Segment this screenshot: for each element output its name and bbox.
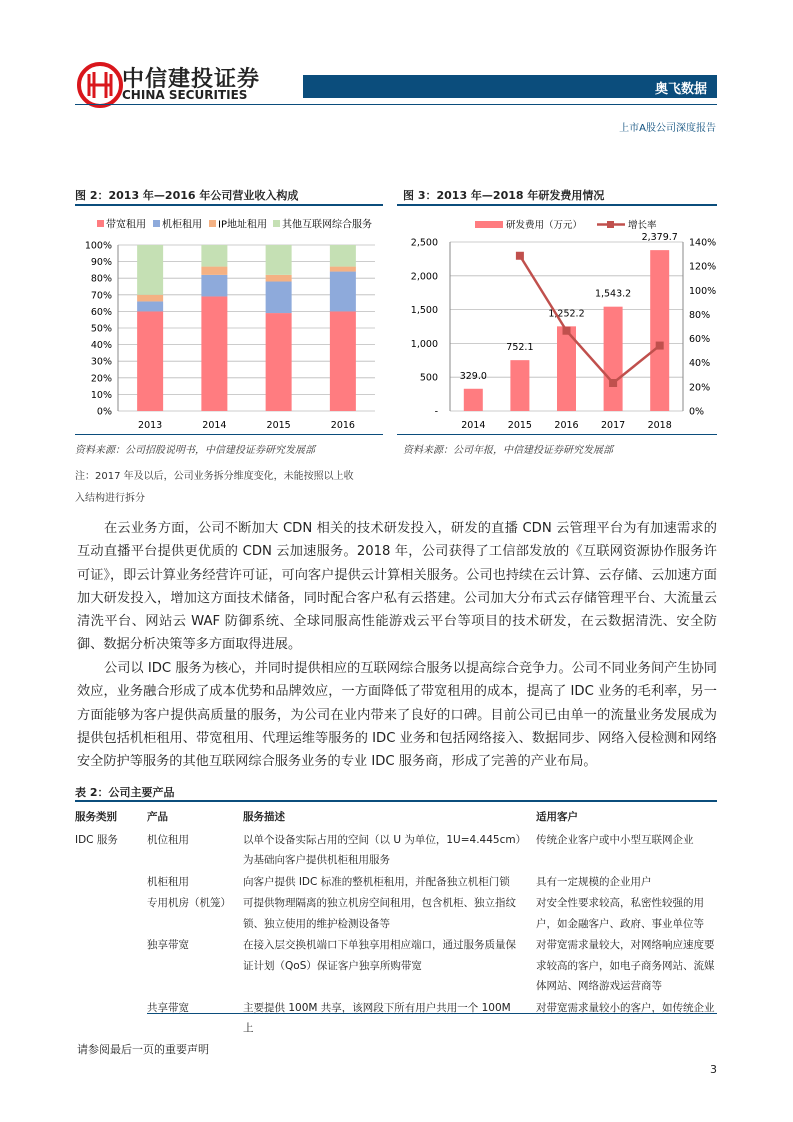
y-tick-label: 0% — [96, 406, 112, 418]
y-tick-label: 10% — [90, 389, 112, 401]
bar-2-2013 — [137, 295, 163, 302]
x-tick-label: 2015 — [266, 420, 291, 428]
fig3-bottom-divider — [397, 434, 717, 435]
table-header-row — [75, 803, 717, 830]
y2-tick-label: 20% — [689, 382, 711, 394]
table-row — [75, 830, 717, 872]
y-tick-label: 500 — [419, 372, 438, 384]
table-cell: IDC 服务 — [75, 833, 118, 846]
table-cell: 机柜租用 — [147, 875, 189, 888]
table-row — [75, 893, 717, 935]
y2-tick-label: 40% — [689, 358, 711, 370]
fig2-source: 资料来源：公司招股说明书，中信建投证券研究发展部 — [75, 445, 315, 456]
table-header: 服务描述 — [243, 811, 285, 823]
y2-tick-label: 0% — [689, 406, 705, 418]
table-cell — [75, 893, 147, 935]
growth-rate-line — [520, 256, 660, 383]
table-cell: 具有一定规模的企业用户 — [536, 875, 652, 888]
y-tick-label: 1,500 — [410, 305, 438, 317]
growth-rate-marker — [656, 342, 664, 350]
table-cell: 在接入层交换机端口下单独享用相应端口，通过服务质量保证计划（QoS）保证客户独享所购带宽 — [243, 939, 516, 972]
table-cell: 主要提供 100M 共享，该网段下所有用户共用一个 100M 上 — [243, 1001, 511, 1034]
data-label: 2,379.7 — [641, 232, 678, 244]
bar-2-2015 — [266, 275, 292, 282]
table-row — [75, 998, 717, 1040]
fig3-divider — [397, 204, 717, 206]
table-cell: 对带宽需求量较小的客户，如传统企业 — [536, 1001, 715, 1014]
data-label: 752.1 — [506, 342, 534, 354]
bar-0-2016 — [330, 311, 356, 411]
legend-swatch — [209, 220, 216, 227]
logo-text-en: CHINA SECURITIES — [122, 88, 248, 102]
legend-swatch — [475, 221, 503, 228]
y-tick-label: 1,000 — [410, 338, 438, 350]
y-tick-label: 50% — [90, 323, 112, 335]
fig2-bottom-divider — [75, 434, 383, 435]
data-label: 1,252.2 — [548, 308, 585, 320]
disclaimer-note: 请参阅最后一页的重要声明 — [77, 1043, 209, 1056]
table-cell — [75, 872, 147, 894]
y2-tick-label: 60% — [689, 334, 711, 346]
table-header: 服务类别 — [75, 811, 117, 823]
table-cell — [75, 935, 147, 998]
table-cell: 向客户提供 IDC 标准的整机柜租用，并配备独立机柜门锁 — [243, 875, 510, 888]
bar-3-2016 — [330, 245, 356, 267]
table-cell: 传统企业客户或中小型互联网企业 — [536, 833, 694, 846]
table-header: 适用客户 — [536, 811, 578, 823]
legend-label: 其他互联网综合服务 — [282, 219, 372, 231]
legend-label: IP地址租用 — [218, 219, 267, 231]
growth-rate-marker — [563, 327, 571, 335]
header-divider — [75, 104, 717, 105]
fig2-title: 图 2：2013 年—2016 年公司营业收入构成 — [75, 189, 299, 202]
legend-label: 研发费用（万元） — [506, 220, 583, 231]
rd-bar-2015 — [510, 360, 529, 411]
china-securities-logo — [77, 60, 123, 110]
rd-bar-2014 — [464, 389, 483, 411]
growth-rate-marker — [609, 379, 617, 387]
table-cell: 以单个设备实际占用的空间（以 U 为单位，1U=4.445cm）为基础向客户提供机柜租用服务 — [243, 833, 521, 866]
table-cell — [75, 998, 147, 1040]
bar-1-2016 — [330, 272, 356, 312]
x-tick-label: 2015 — [507, 420, 532, 428]
bar-3-2015 — [266, 245, 292, 275]
y-tick-label: 100% — [84, 240, 112, 252]
table-header: 产品 — [147, 811, 168, 823]
body-paragraph: 在云业务方面，公司不断加大 CDN 相关的技术研发投入，研发的直播 CDN 云管理平台为有加速需求的互动直播平台提供更优质的 CDN 云加速服务。2018 年，公司获得了工信部发放的《互联网资源协作服务许可证》，即云计算业务经营许可证，可向客户提供云计算相关服务。公司也持续在云计算、云存储、云加速方面加大研发投入，增加这方面技术储备，同时配合客户私有云搭建。公司加大分布式云存储管理平台、大流量云清洗平台、网站云 WAF 防御系统、全球同服高性能游戏云平台等项目的技术研发，在云数据清洗、安全防御、数据分析决策等多方面取得进展。 — [77, 521, 717, 653]
table-cell: 专用机房（机笼） — [147, 897, 231, 909]
revenue-composition-chart — [75, 208, 385, 428]
fig2-divider — [75, 204, 383, 206]
y-tick-label: 30% — [90, 356, 112, 368]
y-tick-label: 60% — [90, 306, 112, 318]
growth-rate-marker — [516, 252, 524, 260]
table-cell: 机位租用 — [147, 833, 189, 846]
bar-1-2015 — [266, 282, 292, 314]
bar-2-2016 — [330, 267, 356, 272]
y-tick-label: 80% — [90, 273, 112, 285]
products-table — [75, 803, 717, 1040]
table-cell: 共享带宽 — [147, 1001, 189, 1014]
x-tick-label: 2018 — [647, 420, 672, 428]
bar-0-2013 — [137, 311, 163, 411]
page-number: 3 — [710, 1063, 717, 1076]
legend-label: 带宽租用 — [106, 219, 146, 231]
x-tick-label: 2016 — [554, 420, 579, 428]
legend-marker — [607, 221, 614, 228]
bar-2-2014 — [201, 267, 227, 275]
bar-1-2013 — [137, 301, 163, 311]
y-tick-label: - — [434, 406, 438, 418]
body-paragraph: 公司以 IDC 服务为核心，并同时提供相应的互联网综合服务以提高综合竞争力。公司不同业务间产生协同效应，业务融合形成了成本优势和品牌效应，一方面降低了带宽租用的成本，提高了 IDC 业务的毛利率，另一方面能够为客户提供高质量的服务，为公司在业内带来了良好的口碑。目前公司已由单一的流量业务发展成为提供包括机柜租用、带宽租用、代理运维等服务的 IDC 业务和包括网络接入、数据同步、网络入侵检测和网络安全防护等服务的其他互联网综合服务业务的专业 IDC 服务商，形成了完善的产业布局。 — [77, 661, 717, 770]
legend-swatch — [153, 220, 160, 227]
rd-expense-chart — [397, 208, 722, 428]
legend-label: 增长率 — [628, 220, 657, 231]
y-tick-label: 90% — [90, 257, 112, 269]
x-tick-label: 2016 — [330, 420, 355, 428]
table-cell: 可提供物理隔离的独立机房空间租用，包含机柜、独立指纹锁、独立使用的维护检测设备等 — [243, 897, 516, 930]
fig2-note-line: 入结构进行拆分 — [75, 493, 145, 504]
table-bottom-divider — [147, 1013, 717, 1014]
fig3-source: 资料来源：公司年报，中信建投证券研究发展部 — [403, 445, 613, 456]
table-title: 表 2：公司主要产品 — [75, 786, 175, 799]
x-tick-label: 2017 — [601, 420, 626, 428]
data-label: 1,543.2 — [594, 288, 632, 300]
bar-3-2014 — [201, 245, 227, 267]
y-tick-label: 20% — [90, 373, 112, 385]
y2-tick-label: 120% — [689, 261, 717, 273]
y2-tick-label: 80% — [689, 309, 711, 321]
table-top-divider — [75, 800, 717, 802]
y-tick-label: 70% — [90, 290, 112, 302]
x-tick-label: 2014 — [202, 420, 227, 428]
logo-text-cn: 中信建投证券 — [122, 67, 261, 92]
fig3-title: 图 3：2013 年—2018 年研发费用情况 — [403, 189, 605, 202]
y-tick-label: 2,500 — [410, 237, 438, 249]
x-tick-label: 2013 — [138, 420, 163, 428]
x-tick-label: 2014 — [461, 420, 486, 428]
rd-bar-2017 — [604, 307, 623, 411]
legend-swatch — [97, 220, 104, 227]
report-type: 上市A股公司深度报告 — [619, 123, 716, 134]
y2-tick-label: 100% — [689, 285, 717, 297]
bar-0-2014 — [201, 296, 227, 411]
legend-swatch — [273, 220, 280, 227]
bar-0-2015 — [266, 313, 292, 411]
fig2-note — [75, 466, 354, 510]
table-cell: 对安全性要求较高，私密性较强的用户，如金融客户、政府、事业单位等 — [536, 897, 704, 930]
bar-3-2013 — [137, 245, 163, 295]
fig2-note-line: 注：2017 年及以后，公司业务拆分维度变化，未能按照以上收 — [75, 471, 354, 482]
table-cell: 独享带宽 — [147, 939, 189, 951]
y-tick-label: 2,000 — [410, 271, 438, 283]
y-tick-label: 40% — [90, 340, 112, 352]
table-row — [75, 935, 717, 998]
legend-label: 机柜租用 — [162, 219, 202, 231]
y2-tick-label: 140% — [689, 237, 717, 249]
bar-1-2014 — [201, 275, 227, 297]
rd-bar-2018 — [650, 250, 669, 411]
table-cell: 对带宽需求量较大，对网络响应速度要求较高的客户，如电子商务网站、流媒体网站、网络游戏运营商等 — [536, 939, 715, 992]
company-banner: 奥飞数据 — [303, 75, 717, 98]
data-label: 329.0 — [459, 370, 487, 382]
table-row — [75, 872, 717, 894]
